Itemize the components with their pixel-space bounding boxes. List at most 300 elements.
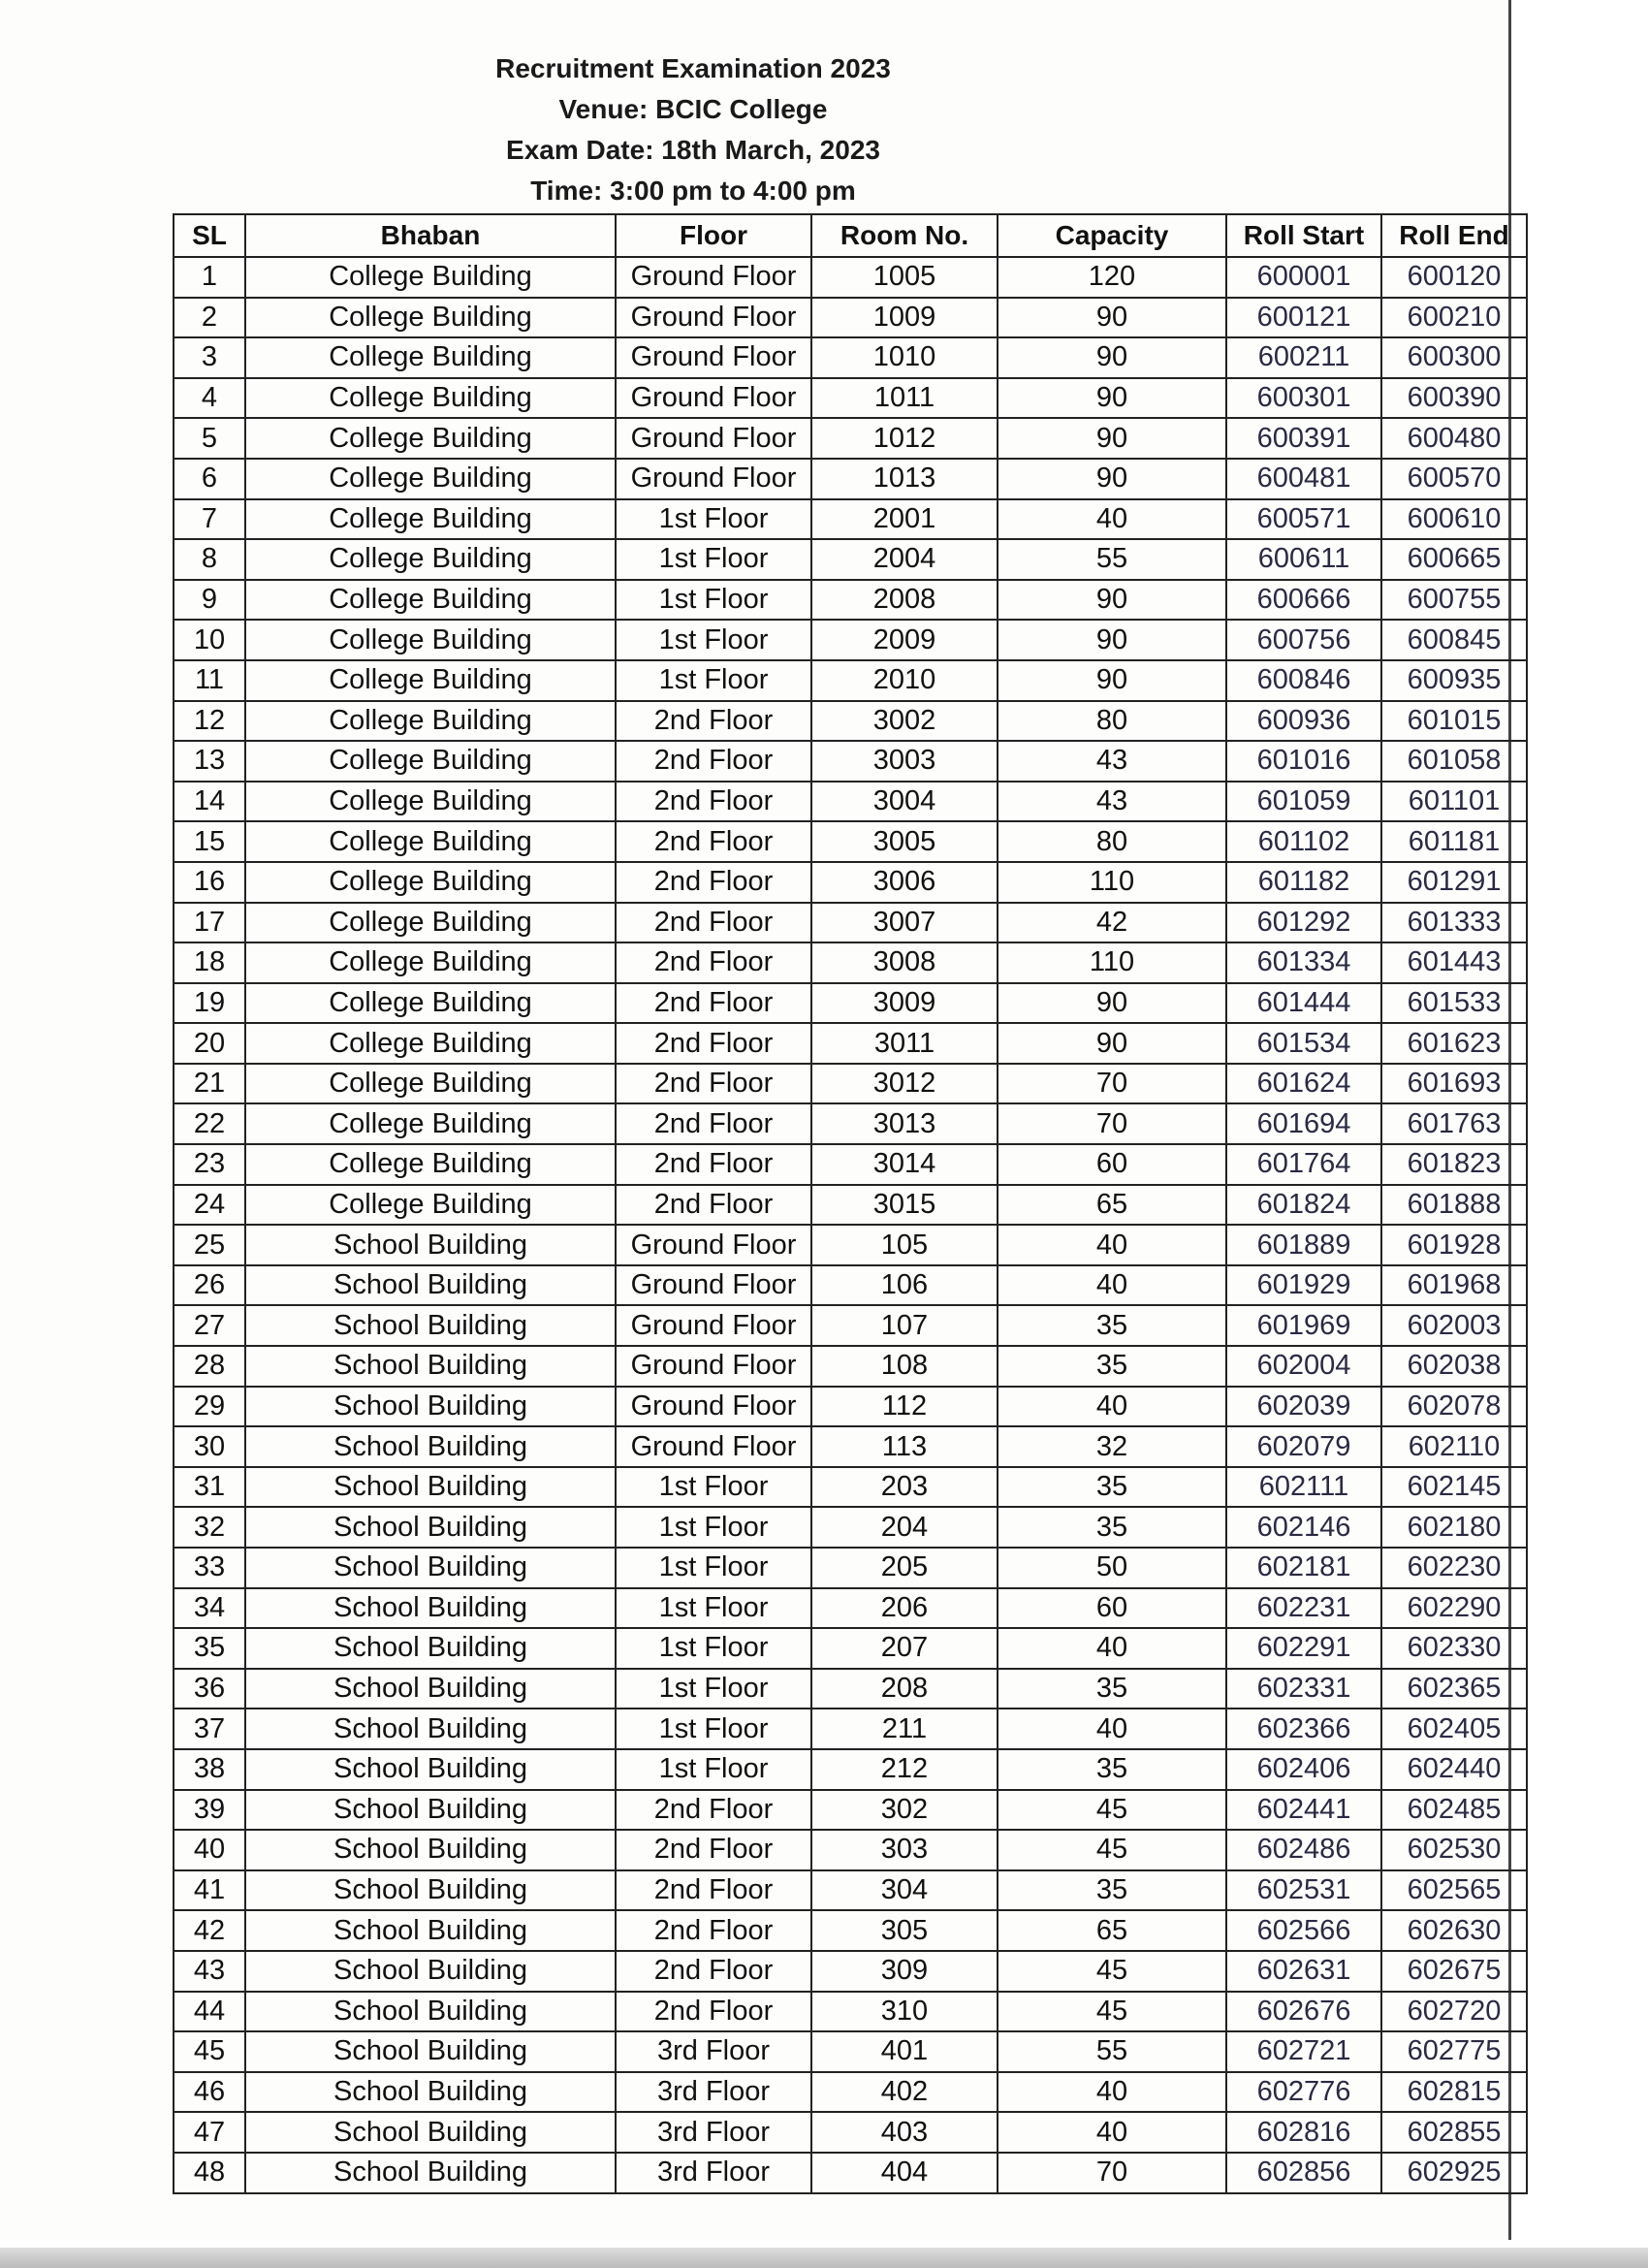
capacity-cell: 35	[998, 1669, 1226, 1709]
room-no-cell: 404	[811, 2153, 998, 2193]
bhaban-cell: School Building	[245, 2072, 616, 2113]
bhaban-cell: School Building	[245, 2153, 616, 2193]
sl-cell: 45	[174, 2031, 245, 2072]
roll-end-cell: 602630	[1381, 1910, 1527, 1951]
roll-end-cell: 601533	[1381, 983, 1527, 1024]
bhaban-cell: College Building	[245, 821, 616, 862]
sl-cell: 8	[174, 539, 245, 580]
room-no-cell: 3009	[811, 983, 998, 1024]
floor-cell: Ground Floor	[616, 1305, 811, 1346]
table-row	[174, 1910, 1527, 1951]
bhaban-cell: School Building	[245, 1830, 616, 1870]
capacity-cell: 43	[998, 782, 1226, 822]
roll-end-cell: 602440	[1381, 1749, 1527, 1790]
room-no-cell: 205	[811, 1548, 998, 1588]
room-no-cell: 305	[811, 1910, 998, 1951]
roll-start-cell: 602291	[1226, 1628, 1381, 1669]
floor-cell: 1st Floor	[616, 580, 811, 621]
floor-cell: 2nd Floor	[616, 1144, 811, 1185]
capacity-cell: 35	[998, 1749, 1226, 1790]
bhaban-cell: College Building	[245, 418, 616, 459]
sl-cell: 23	[174, 1144, 245, 1185]
capacity-cell: 55	[998, 2031, 1226, 2072]
bhaban-cell: College Building	[245, 459, 616, 499]
floor-cell: 1st Floor	[616, 1628, 811, 1669]
roll-start-cell: 600571	[1226, 499, 1381, 540]
capacity-cell: 32	[998, 1426, 1226, 1467]
capacity-cell: 80	[998, 701, 1226, 742]
room-no-cell: 212	[811, 1749, 998, 1790]
bhaban-cell: College Building	[245, 903, 616, 943]
bhaban-cell: College Building	[245, 701, 616, 742]
bhaban-cell: College Building	[245, 782, 616, 822]
room-no-cell: 1005	[811, 257, 998, 298]
capacity-cell: 40	[998, 1387, 1226, 1427]
sl-cell: 13	[174, 741, 245, 782]
floor-cell: 3rd Floor	[616, 2112, 811, 2153]
roll-end-cell: 601443	[1381, 942, 1527, 983]
floor-cell: 2nd Floor	[616, 1064, 811, 1104]
bhaban-cell: School Building	[245, 1790, 616, 1831]
room-no-cell: 401	[811, 2031, 998, 2072]
capacity-cell: 70	[998, 1064, 1226, 1104]
roll-end-cell: 600755	[1381, 580, 1527, 621]
roll-start-cell: 602816	[1226, 2112, 1381, 2153]
room-no-cell: 204	[811, 1507, 998, 1548]
table-row	[174, 1628, 1527, 1669]
floor-cell: 2nd Floor	[616, 1023, 811, 1064]
bhaban-cell: School Building	[245, 1426, 616, 1467]
table-row	[174, 1548, 1527, 1588]
table-row	[174, 1387, 1527, 1427]
roll-end-cell: 601333	[1381, 903, 1527, 943]
roll-end-cell: 602675	[1381, 1951, 1527, 1992]
bhaban-cell: School Building	[245, 1910, 616, 1951]
floor-cell: 2nd Floor	[616, 983, 811, 1024]
room-no-cell: 2004	[811, 539, 998, 580]
capacity-cell: 40	[998, 1628, 1226, 1669]
sl-cell: 9	[174, 580, 245, 621]
sl-cell: 39	[174, 1790, 245, 1831]
bhaban-cell: School Building	[245, 1870, 616, 1911]
roll-end-cell: 602405	[1381, 1709, 1527, 1749]
sl-cell: 47	[174, 2112, 245, 2153]
bhaban-cell: School Building	[245, 1387, 616, 1427]
floor-cell: 2nd Floor	[616, 1103, 811, 1144]
floor-cell: 3rd Floor	[616, 2031, 811, 2072]
sl-cell: 16	[174, 862, 245, 903]
roll-end-cell: 602365	[1381, 1669, 1527, 1709]
roll-start-cell: 600391	[1226, 418, 1381, 459]
sl-cell: 24	[174, 1185, 245, 1226]
roll-start-cell: 602231	[1226, 1588, 1381, 1629]
roll-start-cell: 601182	[1226, 862, 1381, 903]
bhaban-cell: School Building	[245, 1588, 616, 1629]
floor-cell: 2nd Floor	[616, 1992, 811, 2032]
column-header-bhaban: Bhaban	[245, 214, 616, 257]
roll-start-cell: 601694	[1226, 1103, 1381, 1144]
roll-start-cell: 600211	[1226, 337, 1381, 378]
roll-end-cell: 602038	[1381, 1346, 1527, 1387]
sl-cell: 27	[174, 1305, 245, 1346]
capacity-cell: 43	[998, 741, 1226, 782]
bhaban-cell: College Building	[245, 257, 616, 298]
room-no-cell: 3007	[811, 903, 998, 943]
capacity-cell: 40	[998, 1225, 1226, 1265]
roll-start-cell: 602631	[1226, 1951, 1381, 1992]
floor-cell: 2nd Floor	[616, 1790, 811, 1831]
room-no-cell: 206	[811, 1588, 998, 1629]
room-no-cell: 1010	[811, 337, 998, 378]
floor-cell: 2nd Floor	[616, 741, 811, 782]
roll-end-cell: 600210	[1381, 298, 1527, 338]
capacity-cell: 55	[998, 539, 1226, 580]
room-no-cell: 3015	[811, 1185, 998, 1226]
room-no-cell: 3013	[811, 1103, 998, 1144]
table-row	[174, 2153, 1527, 2193]
roll-end-cell: 601058	[1381, 741, 1527, 782]
capacity-cell: 42	[998, 903, 1226, 943]
room-no-cell: 203	[811, 1467, 998, 1508]
bhaban-cell: College Building	[245, 942, 616, 983]
sl-cell: 26	[174, 1265, 245, 1306]
table-row	[174, 983, 1527, 1024]
roll-start-cell: 602676	[1226, 1992, 1381, 2032]
table-row	[174, 257, 1527, 298]
capacity-cell: 90	[998, 418, 1226, 459]
sl-cell: 14	[174, 782, 245, 822]
room-no-cell: 208	[811, 1669, 998, 1709]
table-row	[174, 1669, 1527, 1709]
room-no-cell: 1011	[811, 378, 998, 419]
table-row	[174, 2112, 1527, 2153]
roll-start-cell: 601292	[1226, 903, 1381, 943]
sl-cell: 44	[174, 1992, 245, 2032]
capacity-cell: 90	[998, 298, 1226, 338]
roll-end-cell: 602530	[1381, 1830, 1527, 1870]
roll-end-cell: 602720	[1381, 1992, 1527, 2032]
sl-cell: 32	[174, 1507, 245, 1548]
floor-cell: 2nd Floor	[616, 1951, 811, 1992]
roll-end-cell: 601015	[1381, 701, 1527, 742]
table-row	[174, 1830, 1527, 1870]
roll-end-cell: 602815	[1381, 2072, 1527, 2113]
roll-end-cell: 600570	[1381, 459, 1527, 499]
bhaban-cell: School Building	[245, 1346, 616, 1387]
room-no-cell: 106	[811, 1265, 998, 1306]
roll-end-cell: 600120	[1381, 257, 1527, 298]
roll-start-cell: 602776	[1226, 2072, 1381, 2113]
floor-cell: 1st Floor	[616, 1749, 811, 1790]
table-row	[174, 378, 1527, 419]
floor-cell: 2nd Floor	[616, 1830, 811, 1870]
room-no-cell: 309	[811, 1951, 998, 1992]
table-row	[174, 337, 1527, 378]
floor-cell: 3rd Floor	[616, 2072, 811, 2113]
sl-cell: 31	[174, 1467, 245, 1508]
roll-start-cell: 602079	[1226, 1426, 1381, 1467]
capacity-cell: 40	[998, 499, 1226, 540]
sl-cell: 19	[174, 983, 245, 1024]
floor-cell: 1st Floor	[616, 1709, 811, 1749]
capacity-cell: 70	[998, 2153, 1226, 2193]
sl-cell: 42	[174, 1910, 245, 1951]
bhaban-cell: School Building	[245, 2031, 616, 2072]
roll-start-cell: 602004	[1226, 1346, 1381, 1387]
table-row	[174, 1790, 1527, 1831]
bhaban-cell: School Building	[245, 1669, 616, 1709]
column-header-room-no: Room No.	[811, 214, 998, 257]
exam-date-line: Exam Date: 18th March, 2023	[506, 135, 880, 165]
bhaban-cell: School Building	[245, 2112, 616, 2153]
table-row	[174, 1709, 1527, 1749]
floor-cell: Ground Floor	[616, 1426, 811, 1467]
table-row	[174, 2031, 1527, 2072]
room-no-cell: 211	[811, 1709, 998, 1749]
table-row	[174, 1144, 1527, 1185]
sl-cell: 1	[174, 257, 245, 298]
floor-cell: 2nd Floor	[616, 903, 811, 943]
room-no-cell: 207	[811, 1628, 998, 1669]
bhaban-cell: School Building	[245, 1265, 616, 1306]
roll-end-cell: 602775	[1381, 2031, 1527, 2072]
room-no-cell: 3012	[811, 1064, 998, 1104]
floor-cell: Ground Floor	[616, 418, 811, 459]
bhaban-cell: College Building	[245, 499, 616, 540]
roll-start-cell: 600611	[1226, 539, 1381, 580]
roll-start-cell: 602856	[1226, 2153, 1381, 2193]
table-row	[174, 1103, 1527, 1144]
capacity-cell: 90	[998, 337, 1226, 378]
room-no-cell: 1009	[811, 298, 998, 338]
sl-cell: 22	[174, 1103, 245, 1144]
floor-cell: 2nd Floor	[616, 1185, 811, 1226]
table-row	[174, 1265, 1527, 1306]
floor-cell: Ground Floor	[616, 257, 811, 298]
roll-end-cell: 602485	[1381, 1790, 1527, 1831]
room-no-cell: 310	[811, 1992, 998, 2032]
table-row	[174, 1749, 1527, 1790]
floor-cell: 1st Floor	[616, 1507, 811, 1548]
floor-cell: 1st Floor	[616, 1588, 811, 1629]
roll-end-cell: 601968	[1381, 1265, 1527, 1306]
roll-start-cell: 600481	[1226, 459, 1381, 499]
sl-cell: 34	[174, 1588, 245, 1629]
room-no-cell: 302	[811, 1790, 998, 1831]
capacity-cell: 110	[998, 942, 1226, 983]
table-row	[174, 620, 1527, 660]
roll-end-cell: 602290	[1381, 1588, 1527, 1629]
room-no-cell: 3005	[811, 821, 998, 862]
roll-start-cell: 602566	[1226, 1910, 1381, 1951]
sl-cell: 28	[174, 1346, 245, 1387]
sl-cell: 5	[174, 418, 245, 459]
roll-start-cell: 601889	[1226, 1225, 1381, 1265]
sl-cell: 7	[174, 499, 245, 540]
room-no-cell: 2008	[811, 580, 998, 621]
roll-end-cell: 601693	[1381, 1064, 1527, 1104]
room-no-cell: 3014	[811, 1144, 998, 1185]
scan-edge	[0, 2248, 1648, 2268]
bhaban-cell: College Building	[245, 298, 616, 338]
room-no-cell: 304	[811, 1870, 998, 1911]
venue-line: Venue: BCIC College	[558, 94, 828, 124]
sl-cell: 18	[174, 942, 245, 983]
bhaban-cell: College Building	[245, 741, 616, 782]
bhaban-cell: School Building	[245, 1225, 616, 1265]
table-row	[174, 1185, 1527, 1226]
roll-start-cell: 600301	[1226, 378, 1381, 419]
roll-end-cell: 600390	[1381, 378, 1527, 419]
room-no-cell: 1012	[811, 418, 998, 459]
sl-cell: 11	[174, 660, 245, 701]
table-row	[174, 903, 1527, 943]
room-no-cell: 3003	[811, 741, 998, 782]
sl-cell: 33	[174, 1548, 245, 1588]
floor-cell: Ground Floor	[616, 337, 811, 378]
bhaban-cell: School Building	[245, 1467, 616, 1508]
capacity-cell: 45	[998, 1830, 1226, 1870]
table-row	[174, 942, 1527, 983]
bhaban-cell: College Building	[245, 620, 616, 660]
sl-cell: 35	[174, 1628, 245, 1669]
table-row	[174, 1467, 1527, 1508]
roll-start-cell: 601016	[1226, 741, 1381, 782]
room-no-cell: 2009	[811, 620, 998, 660]
table-row	[174, 1305, 1527, 1346]
bhaban-cell: School Building	[245, 1951, 616, 1992]
roll-start-cell: 602181	[1226, 1548, 1381, 1588]
sl-cell: 46	[174, 2072, 245, 2113]
floor-cell: Ground Floor	[616, 1265, 811, 1306]
sl-cell: 10	[174, 620, 245, 660]
bhaban-cell: College Building	[245, 1023, 616, 1064]
roll-end-cell: 602925	[1381, 2153, 1527, 2193]
capacity-cell: 45	[998, 1992, 1226, 2032]
capacity-cell: 80	[998, 821, 1226, 862]
roll-end-cell: 602078	[1381, 1387, 1527, 1427]
roll-start-cell: 602486	[1226, 1830, 1381, 1870]
capacity-cell: 90	[998, 378, 1226, 419]
bhaban-cell: College Building	[245, 337, 616, 378]
table-row	[174, 741, 1527, 782]
roll-start-cell: 602039	[1226, 1387, 1381, 1427]
bhaban-cell: School Building	[245, 1709, 616, 1749]
sl-cell: 21	[174, 1064, 245, 1104]
room-no-cell: 3004	[811, 782, 998, 822]
room-no-cell: 108	[811, 1346, 998, 1387]
roll-start-cell: 601102	[1226, 821, 1381, 862]
table-row	[174, 2072, 1527, 2113]
bhaban-cell: College Building	[245, 1103, 616, 1144]
table-row	[174, 1588, 1527, 1629]
floor-cell: Ground Floor	[616, 459, 811, 499]
table-row	[174, 459, 1527, 499]
seat-allocation-table	[173, 213, 1528, 2194]
sl-cell: 37	[174, 1709, 245, 1749]
capacity-cell: 35	[998, 1346, 1226, 1387]
table-row	[174, 862, 1527, 903]
roll-end-cell: 602145	[1381, 1467, 1527, 1508]
sl-cell: 41	[174, 1870, 245, 1911]
bhaban-cell: College Building	[245, 660, 616, 701]
roll-end-cell: 601623	[1381, 1023, 1527, 1064]
floor-cell: 1st Floor	[616, 660, 811, 701]
room-no-cell: 3008	[811, 942, 998, 983]
sl-cell: 36	[174, 1669, 245, 1709]
sl-cell: 29	[174, 1387, 245, 1427]
sl-cell: 48	[174, 2153, 245, 2193]
roll-end-cell: 601823	[1381, 1144, 1527, 1185]
roll-start-cell: 600001	[1226, 257, 1381, 298]
roll-start-cell: 601824	[1226, 1185, 1381, 1226]
capacity-cell: 40	[998, 1265, 1226, 1306]
room-no-cell: 303	[811, 1830, 998, 1870]
floor-cell: Ground Floor	[616, 1225, 811, 1265]
exam-time-line: Time: 3:00 pm to 4:00 pm	[530, 176, 856, 206]
roll-start-cell: 600666	[1226, 580, 1381, 621]
capacity-cell: 45	[998, 1790, 1226, 1831]
roll-end-cell: 601181	[1381, 821, 1527, 862]
roll-start-cell: 601334	[1226, 942, 1381, 983]
floor-cell: 1st Floor	[616, 1669, 811, 1709]
capacity-cell: 70	[998, 1103, 1226, 1144]
capacity-cell: 35	[998, 1507, 1226, 1548]
roll-end-cell: 600845	[1381, 620, 1527, 660]
roll-end-cell: 602110	[1381, 1426, 1527, 1467]
floor-cell: 2nd Floor	[616, 1870, 811, 1911]
roll-end-cell: 601888	[1381, 1185, 1527, 1226]
sl-cell: 20	[174, 1023, 245, 1064]
table-row	[174, 539, 1527, 580]
roll-end-cell: 600610	[1381, 499, 1527, 540]
roll-start-cell: 602441	[1226, 1790, 1381, 1831]
floor-cell: Ground Floor	[616, 1387, 811, 1427]
room-no-cell: 2010	[811, 660, 998, 701]
roll-start-cell: 600756	[1226, 620, 1381, 660]
sl-cell: 15	[174, 821, 245, 862]
column-header-roll-end: Roll End	[1381, 214, 1527, 257]
floor-cell: Ground Floor	[616, 298, 811, 338]
floor-cell: 2nd Floor	[616, 701, 811, 742]
roll-end-cell: 602330	[1381, 1628, 1527, 1669]
table-row	[174, 701, 1527, 742]
table-row	[174, 1992, 1527, 2032]
bhaban-cell: School Building	[245, 1548, 616, 1588]
sl-cell: 38	[174, 1749, 245, 1790]
roll-end-cell: 600665	[1381, 539, 1527, 580]
room-no-cell: 3002	[811, 701, 998, 742]
room-no-cell: 1013	[811, 459, 998, 499]
bhaban-cell: College Building	[245, 1144, 616, 1185]
bhaban-cell: School Building	[245, 1749, 616, 1790]
roll-end-cell: 601291	[1381, 862, 1527, 903]
table-row	[174, 821, 1527, 862]
room-no-cell: 3011	[811, 1023, 998, 1064]
floor-cell: 1st Floor	[616, 499, 811, 540]
capacity-cell: 40	[998, 1709, 1226, 1749]
column-header-roll-start: Roll Start	[1226, 214, 1381, 257]
roll-end-cell: 602003	[1381, 1305, 1527, 1346]
capacity-cell: 40	[998, 2112, 1226, 2153]
table-row	[174, 1225, 1527, 1265]
room-no-cell: 113	[811, 1426, 998, 1467]
floor-cell: 1st Floor	[616, 539, 811, 580]
capacity-cell: 110	[998, 862, 1226, 903]
sl-cell: 12	[174, 701, 245, 742]
capacity-cell: 90	[998, 983, 1226, 1024]
table-body	[174, 257, 1527, 2193]
